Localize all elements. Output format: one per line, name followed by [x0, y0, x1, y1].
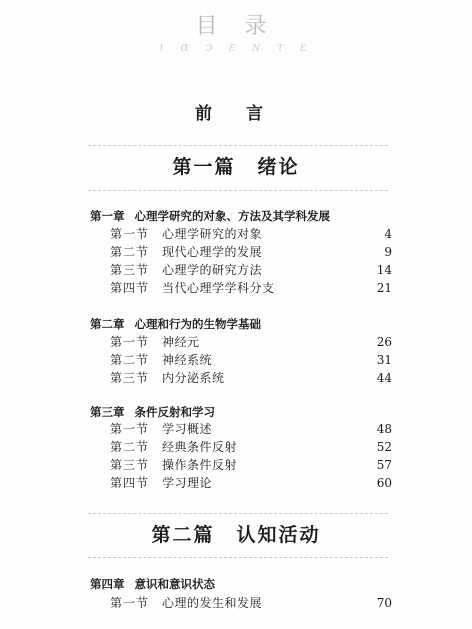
section-title: 神经元 — [162, 335, 200, 349]
section-label: 第一节 — [110, 335, 150, 349]
chapter-title: 心理和行为的生物学基础 — [134, 317, 261, 331]
chapter-title: 心理学研究的对象、方法及其学科发展 — [134, 209, 330, 223]
divider — [88, 190, 388, 191]
toc-entry[interactable] — [110, 369, 392, 387]
section-title: 经典条件反射 — [162, 440, 238, 454]
page-number: 9 — [384, 245, 392, 259]
toc-entry[interactable] — [110, 333, 392, 351]
toc-entry[interactable] — [110, 438, 392, 456]
chapter-title: 条件反射和学习 — [134, 405, 215, 419]
section-label: 第二节 — [110, 440, 150, 454]
part-heading-2[interactable] — [0, 523, 472, 547]
divider — [88, 557, 388, 558]
section-label: 第一节 — [110, 227, 150, 241]
section-title: 心理学的研究方法 — [162, 263, 263, 277]
section-title: 当代心理学学科分支 — [162, 281, 275, 295]
section-label: 第二节 — [110, 353, 150, 367]
toc-title-latin: ι ɑ ɔ ε ɴ τ ε — [159, 40, 313, 55]
divider — [88, 513, 388, 514]
divider — [88, 145, 388, 146]
page-number: 57 — [376, 458, 392, 472]
page-number: 70 — [376, 596, 392, 610]
page-number: 44 — [376, 371, 392, 385]
toc-entry[interactable] — [110, 456, 392, 474]
part-label: 第二篇 — [151, 524, 215, 546]
toc-entry[interactable] — [110, 225, 392, 243]
toc-entry[interactable] — [110, 351, 392, 369]
page-number: 52 — [376, 440, 392, 454]
page-number: 48 — [376, 422, 392, 436]
chapter-title: 意识和意识状态 — [134, 577, 215, 591]
chapter-heading-1[interactable] — [90, 208, 330, 224]
section-label: 第一节 — [110, 596, 150, 610]
chapter-heading-2[interactable] — [90, 316, 261, 332]
page-number: 31 — [376, 353, 392, 367]
section-title: 操作条件反射 — [162, 458, 238, 472]
chapter-heading-3[interactable] — [90, 404, 215, 420]
chapter-label: 第三章 — [90, 405, 125, 419]
page-number: 14 — [376, 263, 392, 277]
toc-entry[interactable] — [110, 594, 392, 612]
toc-entry[interactable] — [110, 474, 392, 492]
section-label: 第三节 — [110, 263, 150, 277]
page-number: 60 — [376, 476, 392, 490]
page-number: 26 — [376, 335, 392, 349]
section-title: 神经系统 — [162, 353, 213, 367]
section-label: 第四节 — [110, 281, 150, 295]
section-title: 学习理论 — [162, 476, 213, 490]
section-label: 第二节 — [110, 245, 150, 259]
section-title: 学习概述 — [162, 422, 213, 436]
chapter-label: 第一章 — [90, 209, 125, 223]
part-label: 第一篇 — [172, 156, 236, 178]
section-title: 现代心理学的发展 — [162, 245, 263, 259]
chapter-label: 第四章 — [90, 577, 125, 591]
section-label: 第一节 — [110, 422, 150, 436]
part-name: 认知活动 — [236, 524, 321, 546]
toc-title: 目 录 — [195, 14, 277, 39]
toc-entry[interactable] — [110, 420, 392, 438]
section-label: 第三节 — [110, 458, 150, 472]
section-label: 第四节 — [110, 476, 150, 490]
preface-heading[interactable]: 前 言 — [195, 104, 277, 124]
toc-title-mark — [0, 14, 472, 58]
toc-entry[interactable] — [110, 243, 392, 261]
toc-entry[interactable] — [110, 279, 392, 297]
page-number: 4 — [384, 227, 392, 241]
toc-entry[interactable] — [110, 261, 392, 279]
section-label: 第三节 — [110, 371, 150, 385]
part-name: 绪论 — [257, 156, 300, 178]
part-heading-1[interactable] — [0, 155, 472, 179]
chapter-heading-4[interactable] — [90, 576, 215, 592]
page-number: 21 — [376, 281, 392, 295]
section-title: 心理学研究的对象 — [162, 227, 263, 241]
section-title: 心理的发生和发展 — [162, 596, 263, 610]
chapter-label: 第二章 — [90, 317, 125, 331]
section-title: 内分泌系统 — [162, 371, 225, 385]
